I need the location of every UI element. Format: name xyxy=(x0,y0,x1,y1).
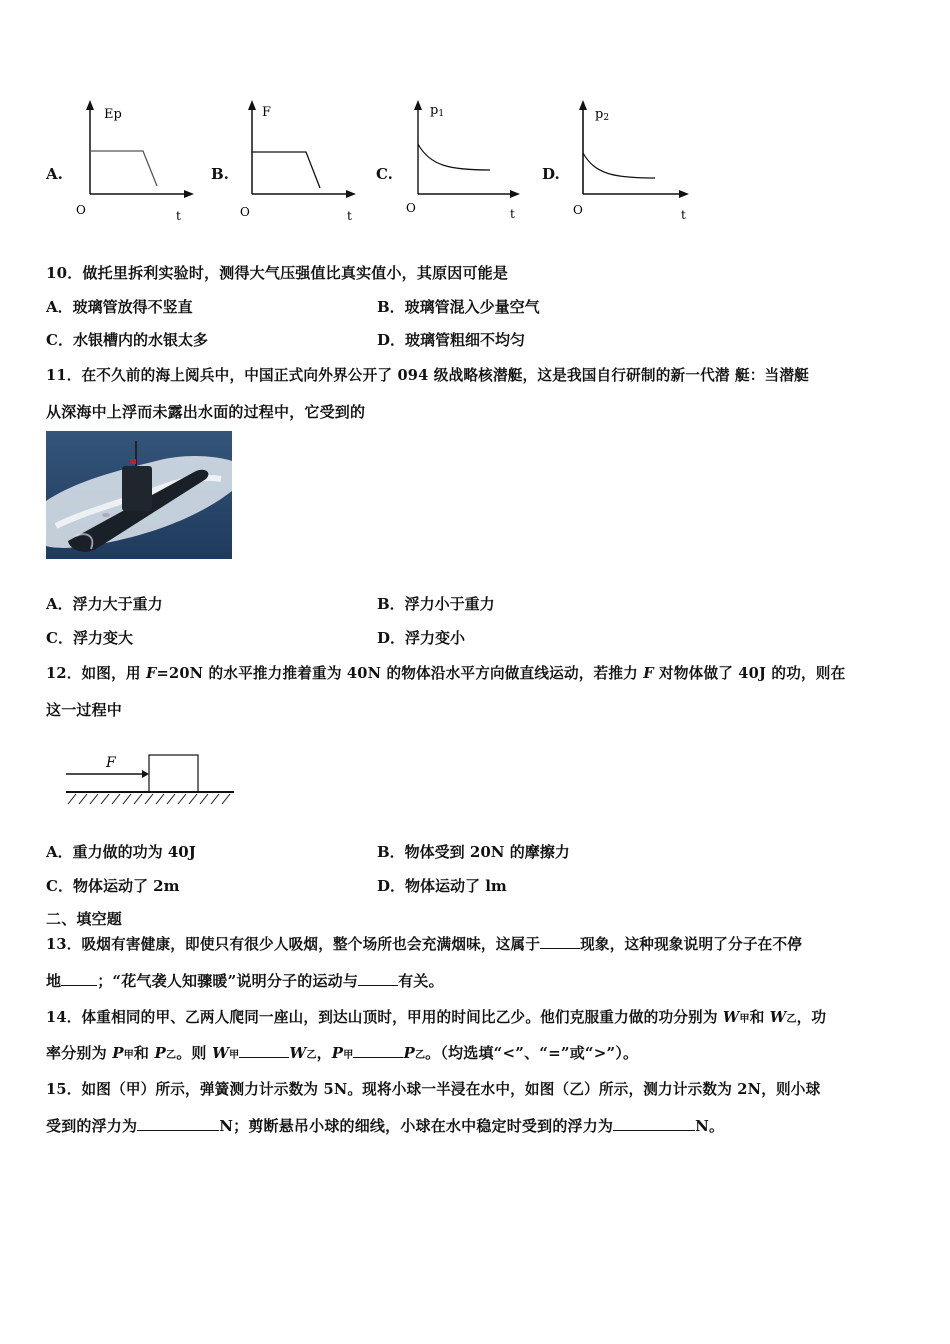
svg-text:p2: p2 xyxy=(595,107,610,123)
q11-option-a[interactable]: A．浮力大于重力 xyxy=(46,595,163,613)
svg-text:F: F xyxy=(106,755,116,771)
question-15-line1: 15．如图（甲）所示，弹簧测力计示数为 5N。现将小球一半浸在水中，如图（乙）所示，测力计示数为 2N，则小球 xyxy=(46,1081,821,1098)
q13-blank-2[interactable] xyxy=(61,971,97,986)
q11-option-c[interactable]: C．浮力变大 xyxy=(46,629,133,647)
question-14-line1: 14．体重相同的甲、乙两人爬同一座山，到达山顶时，甲用的时间比乙少。他们克服重力做的功分别为 W甲和 W乙，功 xyxy=(46,1009,827,1026)
q10-option-c[interactable]: C．水银槽内的水银太多 xyxy=(46,331,208,349)
question-11-stem-line2: 从深海中上浮而未露出水面的过程中，它受到的 xyxy=(46,403,366,421)
svg-text:t: t xyxy=(510,207,515,221)
q13-blank-1[interactable] xyxy=(540,934,580,949)
svg-text:t: t xyxy=(176,209,181,223)
question-12-stem-line2: 这一过程中 xyxy=(46,701,123,719)
q10-option-d[interactable]: D．玻璃管粗细不均匀 xyxy=(377,331,526,349)
force-time-graph xyxy=(232,96,362,226)
question-15-line2: 受到的浮力为 N；剪断悬吊小球的细线，小球在水中稳定时受到的浮力为 N。 xyxy=(46,1117,725,1135)
svg-text:p1: p1 xyxy=(430,103,445,119)
option-label-c: C. xyxy=(376,165,393,183)
question-13-line1: 13．吸烟有害健康，即使只有很少人吸烟，整个场所也会充满烟味，这属于 现象，这种现象说明了分子在不停 xyxy=(46,936,803,953)
svg-text:O: O xyxy=(573,203,583,217)
q11-option-d[interactable]: D．浮力变小 xyxy=(377,629,466,647)
q10-option-b[interactable]: B．玻璃管混入少量空气 xyxy=(377,298,540,316)
p1-time-graph xyxy=(400,96,530,226)
q12-option-a[interactable]: A．重力做的功为 40J xyxy=(46,843,196,861)
q12-option-b[interactable]: B．物体受到 20N 的摩擦力 xyxy=(377,843,570,861)
svg-text:Ep: Ep xyxy=(104,107,122,122)
svg-text:O: O xyxy=(240,205,250,219)
svg-text:t: t xyxy=(681,208,686,222)
q14-blank-power[interactable] xyxy=(353,1043,403,1058)
ep-time-graph xyxy=(70,96,200,226)
p2-time-graph xyxy=(565,96,695,226)
q14-blank-work[interactable] xyxy=(239,1043,289,1058)
svg-text:O: O xyxy=(406,201,416,215)
submarine-image xyxy=(46,431,232,559)
push-block-diagram xyxy=(62,748,237,808)
svg-text:O: O xyxy=(76,203,86,217)
option-label-b: B. xyxy=(211,165,229,183)
option-label-d: D. xyxy=(542,165,560,183)
q15-blank-2[interactable] xyxy=(613,1116,695,1131)
question-11-stem-line1: 11．在不久前的海上阅兵中，中国正式向外界公开了 094 级战略核潜艇，这是我国自行研制的新一代潜 艇：当潜艇 xyxy=(46,367,809,384)
question-12-stem-line1: 12．如图，用 F=20N 的水平推力推着重为 40N 的物体沿水平方向做直线运动，若推力 F 对物体做了 40J 的功，则在 xyxy=(46,665,846,682)
q12-option-c[interactable]: C．物体运动了 2m xyxy=(46,877,180,895)
q15-blank-1[interactable] xyxy=(137,1116,219,1131)
question-13-line2: 地 ；“花气袭人知骤暖”说明分子的运动与 有关。 xyxy=(46,972,444,990)
q12-option-d[interactable]: D．物体运动了 lm xyxy=(377,877,507,895)
option-label-a: A. xyxy=(46,165,63,183)
q11-option-b[interactable]: B．浮力小于重力 xyxy=(377,595,495,613)
q10-option-a[interactable]: A．玻璃管放得不竖直 xyxy=(46,298,193,316)
question-10-stem: 10．做托里拆利实验时，测得大气压强值比真实值小，其原因可能是 xyxy=(46,264,509,282)
section-title-fill-in: 二、填空题 xyxy=(46,910,123,928)
svg-text:F: F xyxy=(262,105,272,120)
svg-text:t: t xyxy=(347,209,352,223)
question-14-line2: 率分别为 P甲和 P乙。则 W甲 W乙，P甲 P乙。（均选填“<”、“=”或“>”）。 xyxy=(46,1044,639,1062)
q13-blank-3[interactable] xyxy=(358,971,398,986)
